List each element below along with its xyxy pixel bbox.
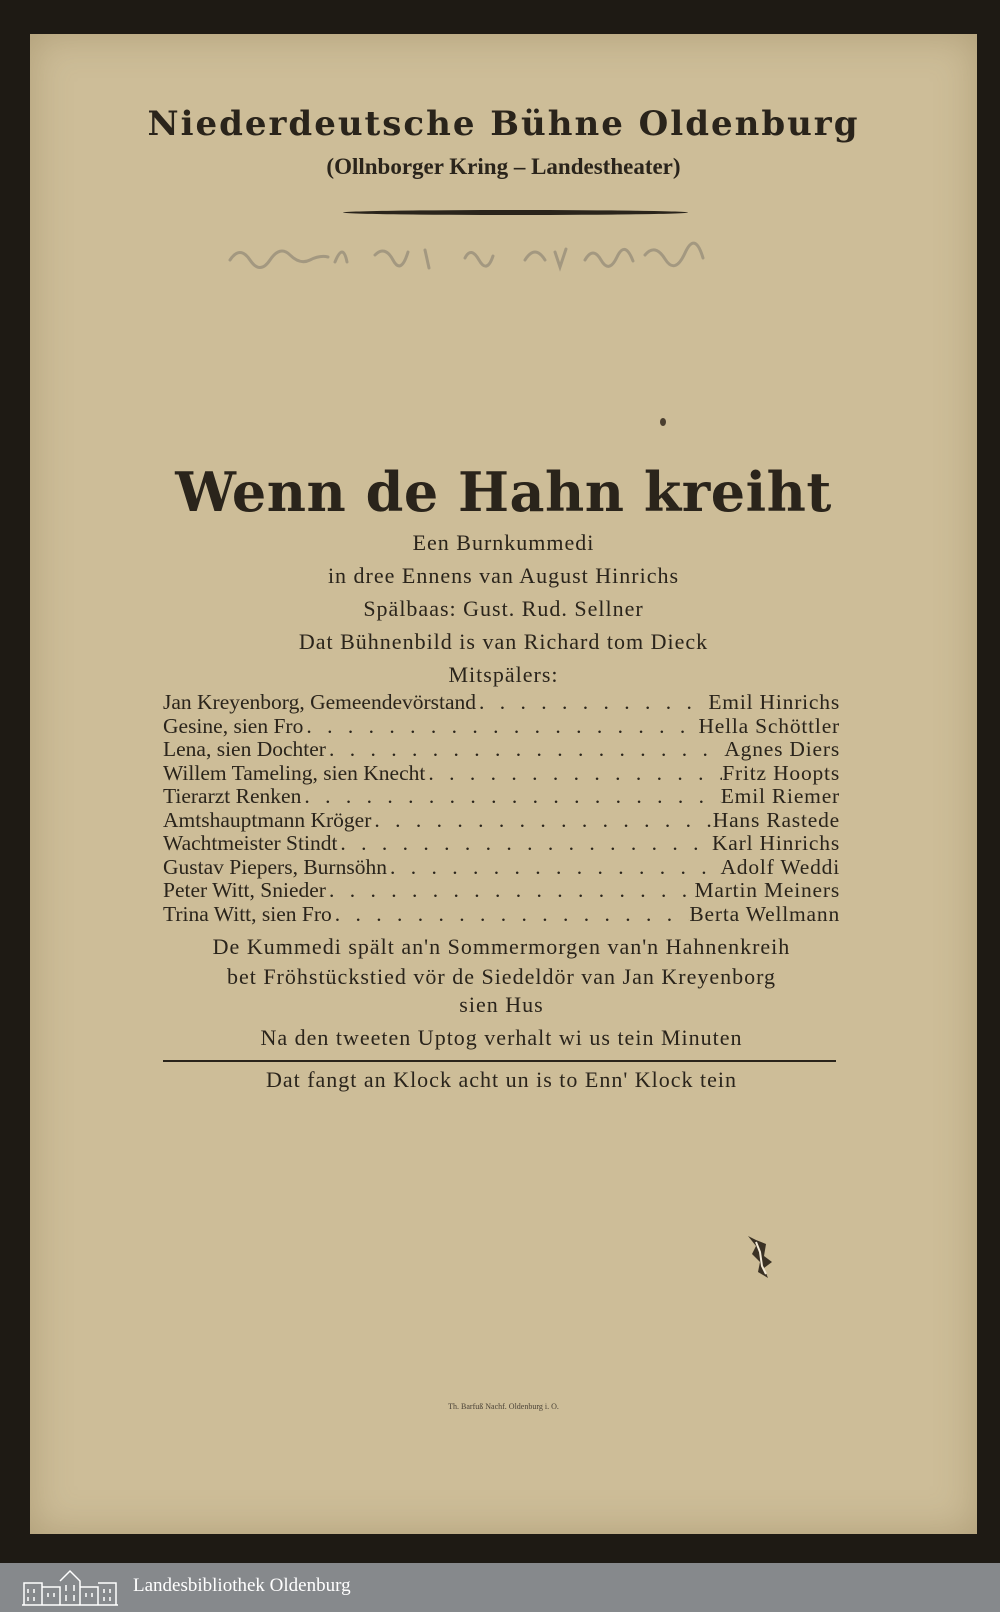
cast-actor: Karl Hinrichs (711, 831, 840, 855)
cast-heading: Mitspälers: (448, 662, 559, 687)
leader-dots (301, 784, 720, 809)
cast-actor: Emil Riemer (720, 784, 840, 808)
pencil-annotation (225, 230, 765, 280)
cast-role: Trina Witt, sien Fro (163, 901, 332, 926)
library-footer-bar (0, 1563, 1000, 1612)
play-genre: Een Burnkummedi (412, 530, 595, 555)
playbill-sheet (30, 34, 977, 1534)
cast-actor: Martin Meiners (694, 878, 840, 902)
cast-row (163, 808, 840, 832)
cast-row (163, 902, 840, 926)
library-name: Landesbibliothek Oldenburg (133, 1575, 351, 1596)
cast-role: Lena, sien Dochter (163, 737, 326, 761)
cast-row (163, 714, 840, 738)
play-stage-designer: Dat Bühnenbild is van Richard tom Dieck (298, 629, 709, 654)
play-director: Spälbaas: Gust. Rud. Sellner (363, 596, 644, 621)
cast-actor: Agnes Diers (724, 737, 840, 761)
leader-dots (332, 902, 690, 927)
leader-dots (425, 761, 722, 786)
performance-times: Dat fangt an Klock acht un is to Enn' Klock tein (265, 1067, 738, 1092)
leader-dots (337, 831, 712, 856)
cast-actor: Hella Schöttler (698, 713, 840, 738)
theater-name: Niederdeutsche Bühne Oldenburg (147, 104, 860, 144)
leader-dots (476, 690, 708, 715)
theater-subtitle: (Ollnborger Kring – Landestheater) (326, 154, 681, 179)
cast-row (163, 784, 840, 808)
cast-list (163, 690, 840, 925)
play-author: in dree Ennens van August Hinrichs (327, 563, 680, 588)
setting-line-2: bet Fröhstückstied vör de Siedeldör van Jan Kreyenborg (226, 964, 777, 989)
cast-role: Peter Witt, Snieder (163, 878, 326, 902)
leader-dots (371, 808, 712, 833)
leader-dots (326, 878, 695, 903)
cast-role: Gustav Piepers, Burnsöhn (163, 854, 387, 879)
play-title: Wenn de Hahn kreiht (175, 460, 832, 524)
cast-row (163, 761, 840, 785)
printer-imprint: Th. Barfuß Nachf. Oldenburg i. O. (448, 1402, 559, 1411)
leader-dots (387, 855, 721, 880)
cast-role: Wachtmeister Stindt (163, 831, 338, 855)
cast-row (163, 831, 840, 855)
cast-actor: Berta Wellmann (689, 901, 840, 926)
ornamental-rule (343, 210, 688, 215)
cast-actor: Emil Hinrichs (708, 690, 840, 714)
cast-actor: Fritz Hoopts (722, 760, 840, 785)
cast-actor: Hans Rastede (712, 807, 840, 832)
cast-role: Gesine, sien Fro (163, 713, 304, 738)
cast-row (163, 690, 840, 714)
cast-role: Amtshauptmann Kröger (163, 807, 372, 832)
leader-dots (303, 714, 698, 739)
leader-dots (326, 737, 724, 762)
setting-line-3: sien Hus (459, 992, 544, 1017)
cast-row (163, 878, 840, 902)
cast-row (163, 855, 840, 879)
cast-role: Jan Kreyenborg, Gemeendevörstand (163, 690, 477, 714)
ink-speck (660, 418, 666, 426)
cast-role: Tierarzt Renken (163, 784, 302, 808)
cast-role: Willem Tameling, sien Knecht (163, 760, 426, 785)
cast-actor: Adolf Weddi (720, 854, 840, 879)
paper-tear (738, 1232, 784, 1284)
intermission-note: Na den tweeten Uptog verhalt wi us tein Minuten (260, 1025, 743, 1050)
divider-rule (163, 1060, 836, 1062)
library-building-logo (20, 1567, 120, 1607)
cast-row (163, 737, 840, 761)
setting-line-1: De Kummedi spält an'n Sommermorgen van'n Hahnenkreih (212, 934, 791, 959)
